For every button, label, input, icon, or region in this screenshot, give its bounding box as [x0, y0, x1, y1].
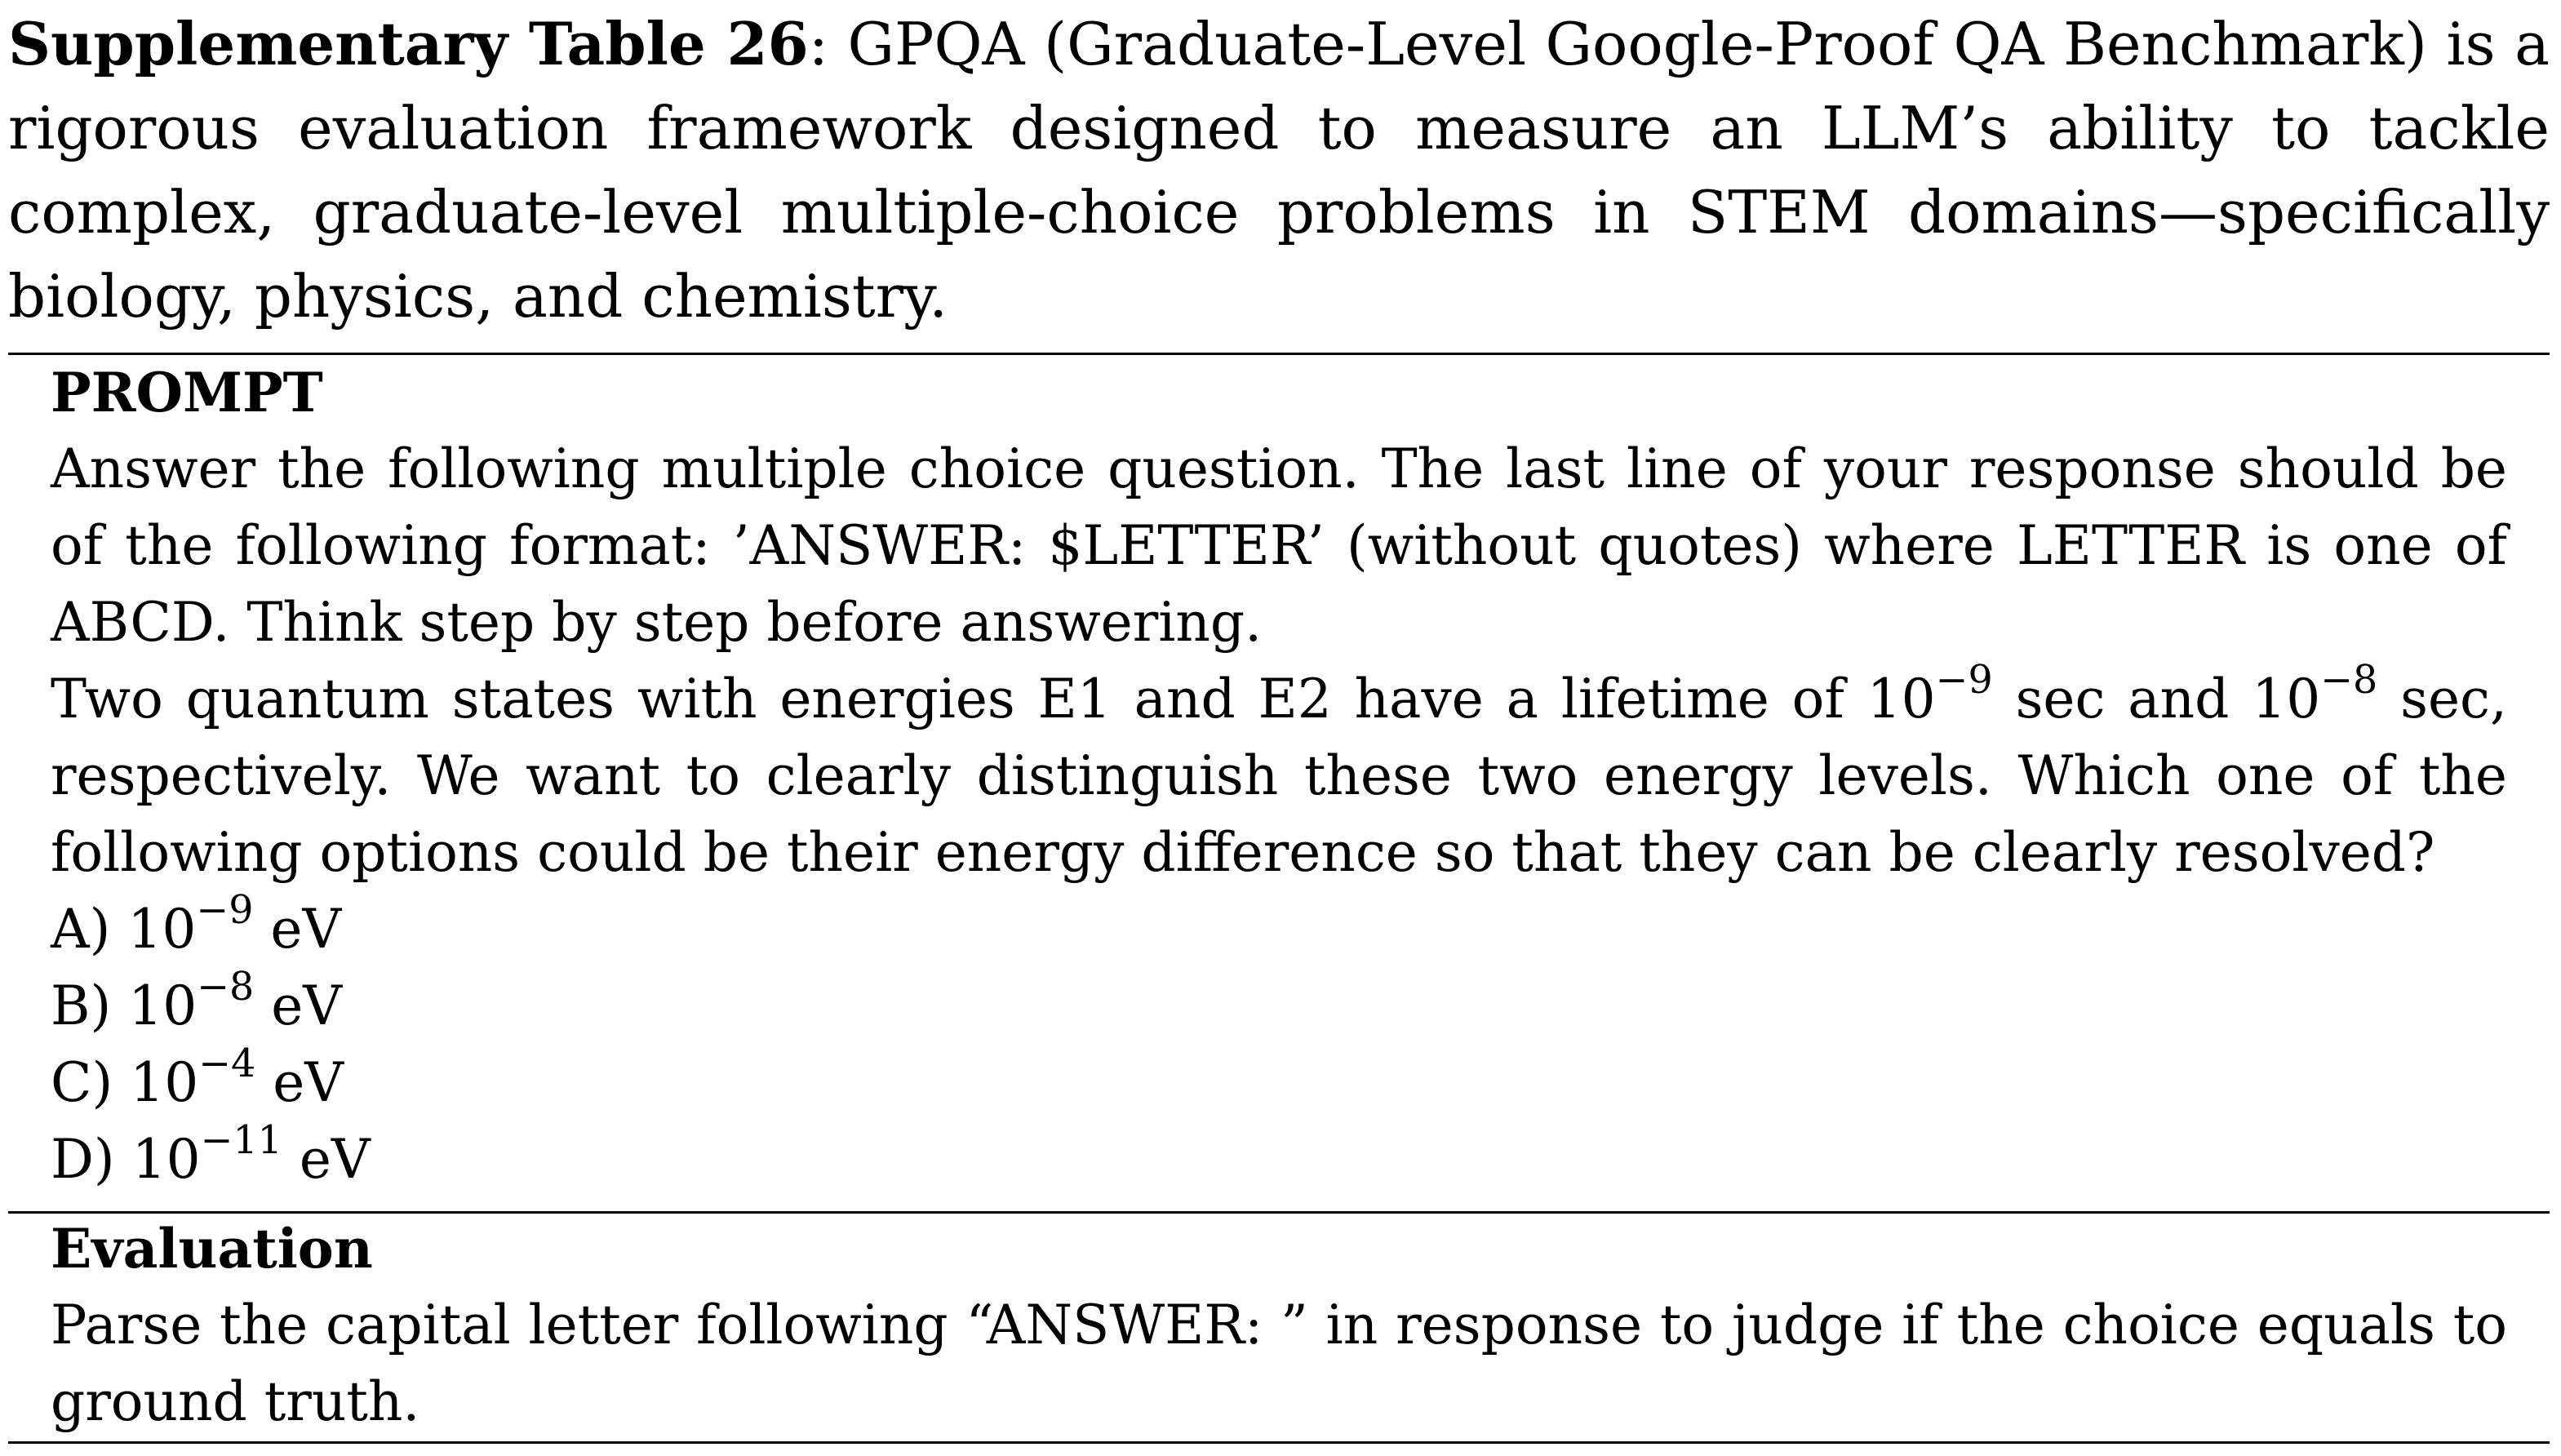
question-text-2: sec and 10 [1992, 668, 2321, 730]
question-text-1: Two quantum states with energies E1 and E2 have a lifetime of 10 [51, 668, 1936, 730]
table-bottom-rule [8, 1441, 2550, 1444]
option-b-prefix: B) 10 [51, 974, 198, 1037]
evaluation-section [51, 1210, 2507, 1440]
question-exponent-2: −8 [2320, 657, 2378, 703]
caption-text: : GPQA (Graduate-Level Google-Proof QA Benchmark) is a rigorous evaluation framework designed to measure an LLM’s ability to tackle complex, graduate-level multiple-choice problems in STEM domains—specifically biology, physics, and chemistry. [8, 10, 2550, 331]
option-d [51, 1117, 2507, 1198]
option-d-suffix: eV [282, 1128, 371, 1191]
option-a-exponent: −9 [196, 887, 254, 933]
table-caption [8, 2, 2550, 339]
option-a-prefix: A) 10 [51, 898, 197, 961]
option-c-suffix: eV [255, 1051, 344, 1114]
option-c [51, 1041, 2507, 1121]
prompt-section [51, 354, 2507, 1198]
caption-label: Supplementary Table 26 [8, 9, 809, 78]
prompt-heading: PROMPT [51, 361, 323, 424]
question-exponent-1: −9 [1935, 657, 1993, 703]
evaluation-heading: Evaluation [51, 1217, 373, 1281]
option-b-suffix: eV [254, 974, 342, 1037]
option-a [51, 887, 2507, 968]
question-text-3: sec, respectively. We want to clearly distinguish these two energy levels. Which one of the following options could be their energy difference so that they can be clearly resolved? [51, 668, 2507, 884]
prompt-question [51, 657, 2507, 891]
option-b [51, 964, 2507, 1045]
option-d-exponent: −11 [200, 1117, 282, 1163]
option-c-exponent: −4 [198, 1041, 256, 1086]
prompt-instruction: Answer the following multiple choice question. The last line of your response should be of the following format: ’ANSWER: $LETTER’ (without quotes) where LETTER is one of ABCD. Think step by step before answering. [51, 437, 2507, 654]
option-a-suffix: eV [253, 898, 342, 961]
evaluation-text: Parse the capital letter following “ANSWER: ” in response to judge if the choice equals to ground truth. [51, 1294, 2507, 1433]
option-d-prefix: D) 10 [51, 1128, 201, 1191]
option-b-exponent: −8 [197, 964, 255, 1010]
option-c-prefix: C) 10 [51, 1051, 199, 1114]
